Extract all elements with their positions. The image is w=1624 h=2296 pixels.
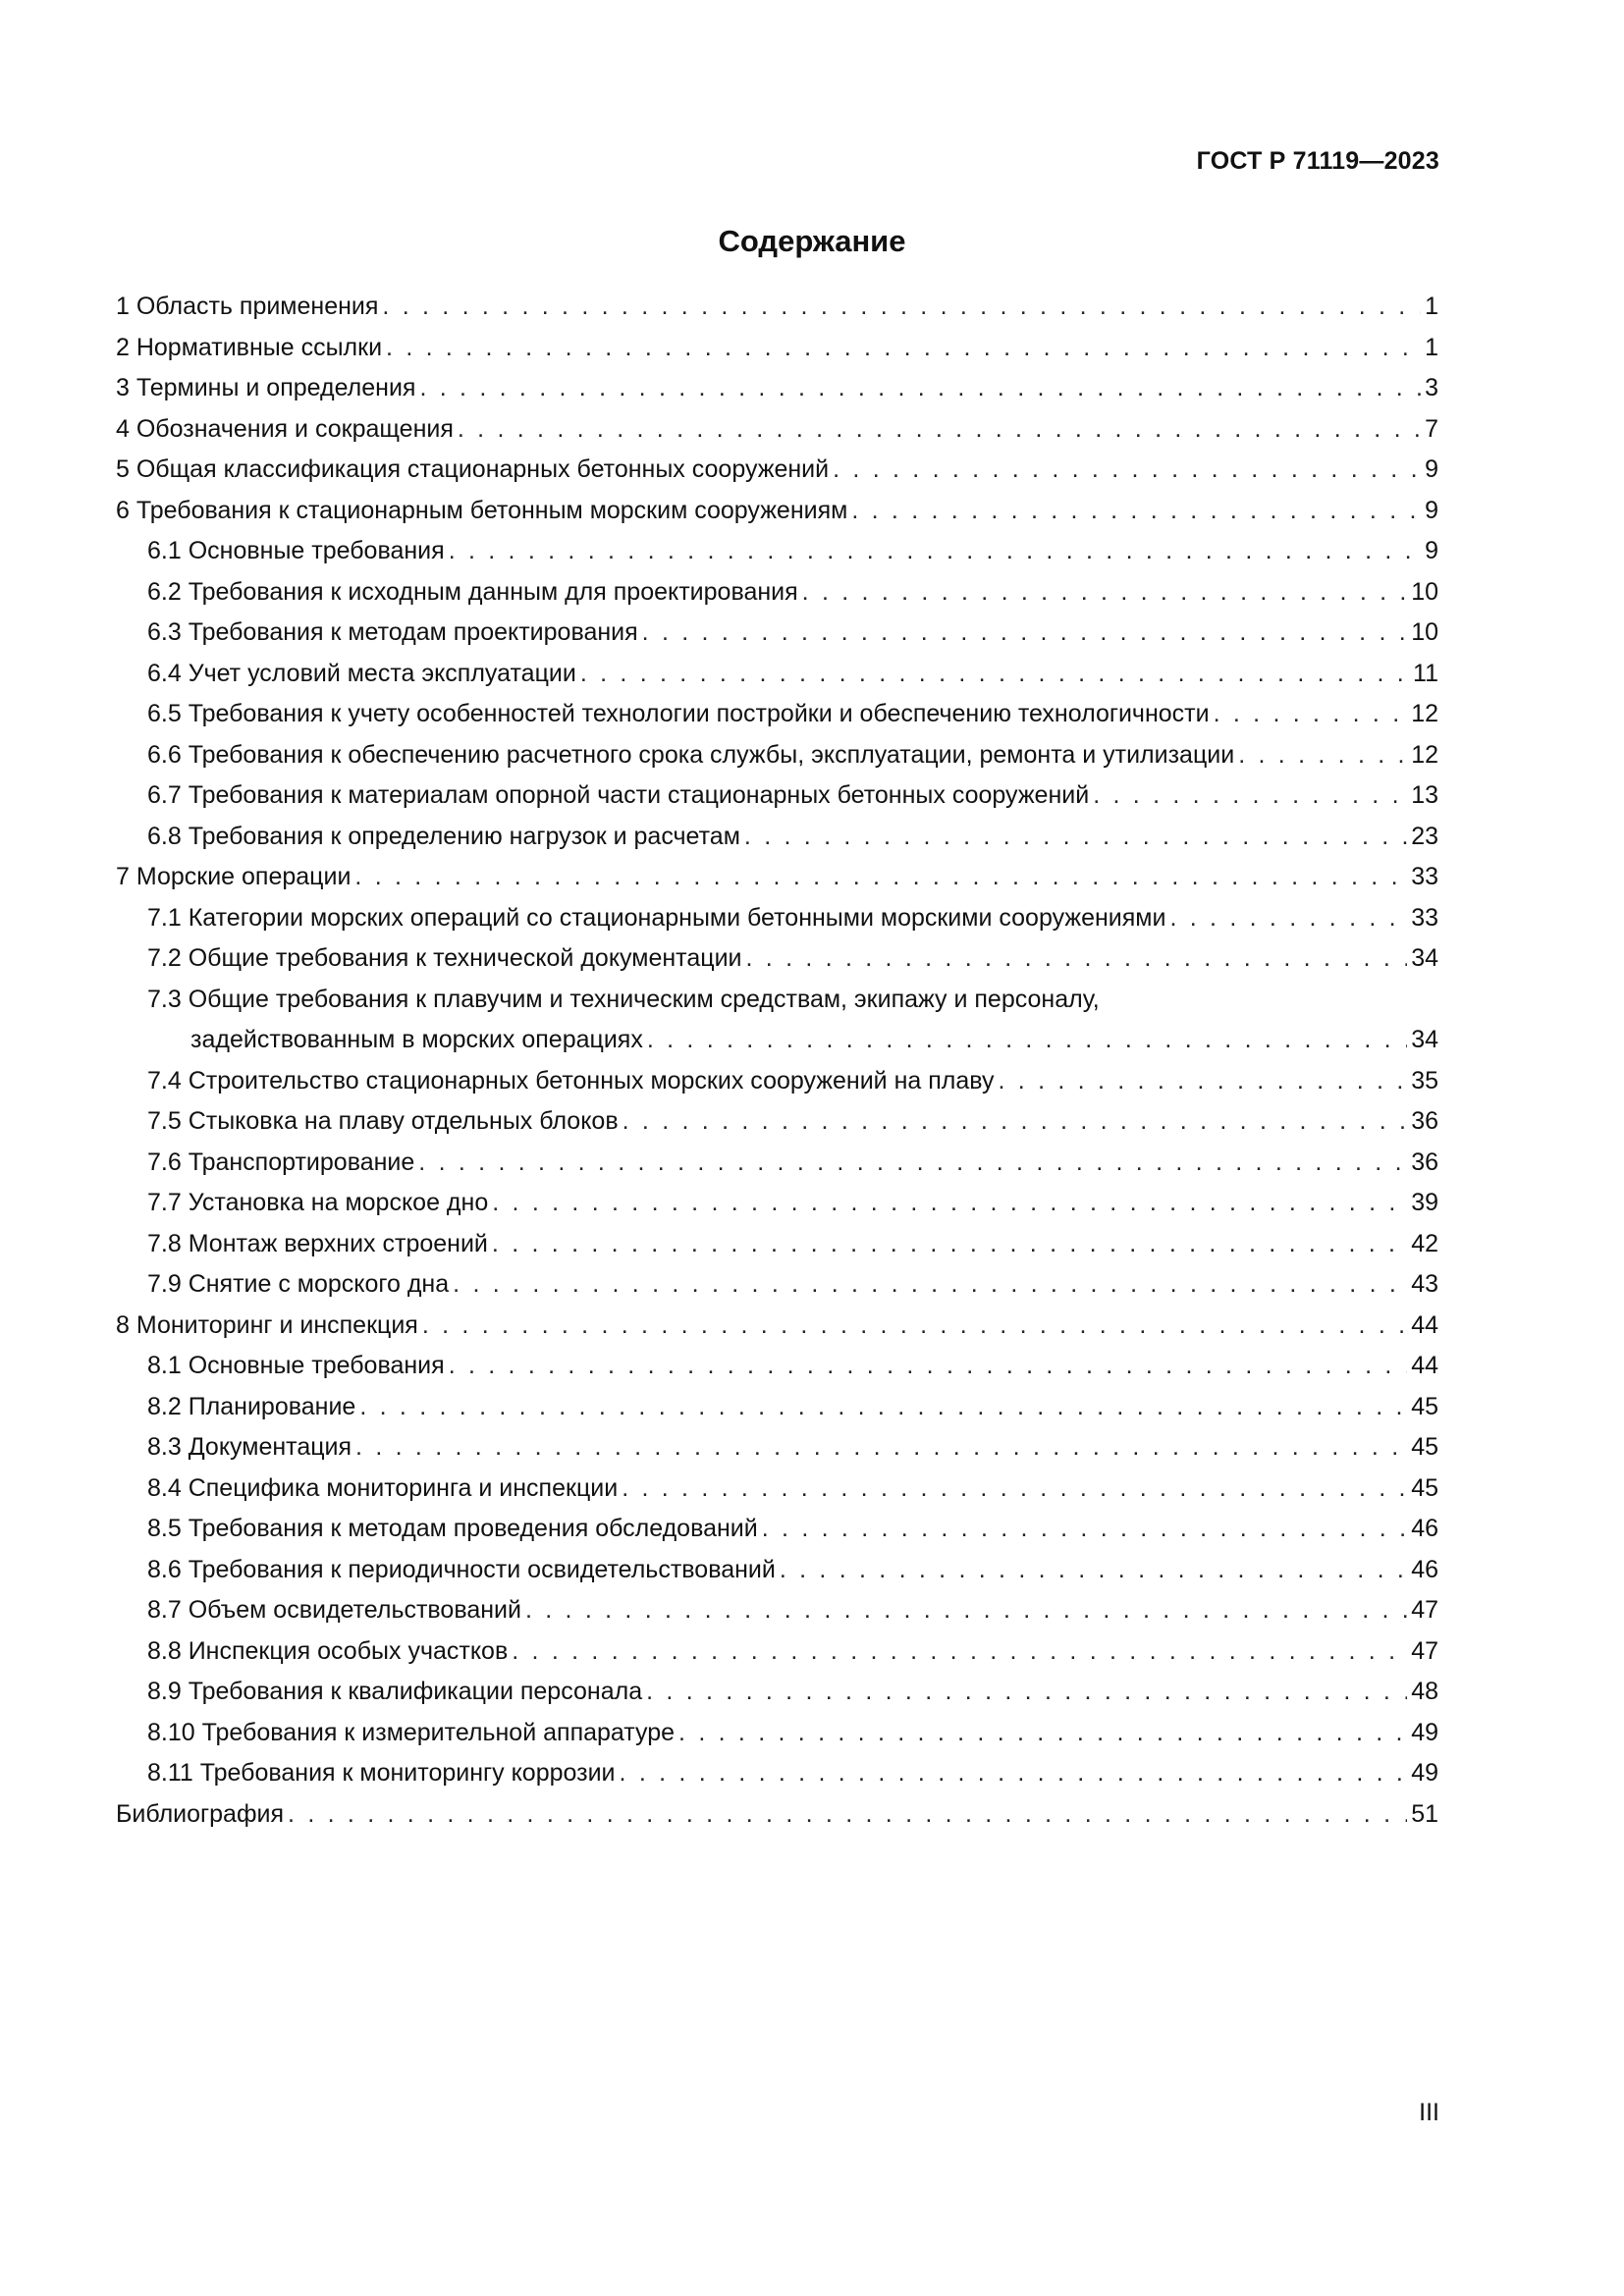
toc-entry-title: 7.8 Монтаж верхних строений — [147, 1229, 488, 1257]
toc-dot-leader — [418, 1143, 1407, 1184]
toc-subentry[interactable] — [116, 1183, 1438, 1224]
toc-dot-leader — [580, 654, 1409, 695]
toc-entry-page: 44 — [1411, 1352, 1438, 1379]
toc-dot-leader — [620, 1753, 1408, 1794]
toc-entry-page: 48 — [1411, 1678, 1438, 1705]
toc-entry-page: 33 — [1411, 863, 1438, 890]
toc-entry-title: 8.2 Планирование — [147, 1392, 356, 1420]
toc-entry-title: 8.4 Специфика мониторинга и инспекции — [147, 1473, 619, 1502]
toc-subentry[interactable] — [116, 1346, 1438, 1387]
toc-subentry[interactable] — [116, 1468, 1438, 1510]
toc-entry[interactable] — [116, 1306, 1438, 1347]
toc-entry-page: 46 — [1411, 1515, 1438, 1542]
toc-entry-page: 9 — [1425, 537, 1438, 564]
toc-entry-title: 8.7 Объем освидетельствований — [147, 1596, 521, 1624]
toc-entry-page: 10 — [1411, 618, 1438, 646]
toc-subentry[interactable] — [116, 1143, 1438, 1184]
toc-entry-page: 11 — [1413, 659, 1438, 687]
toc-entry-page: 44 — [1411, 1310, 1438, 1339]
toc-dot-leader — [422, 1306, 1407, 1347]
toc-entry-title: 7.5 Стыковка на плаву отдельных блоков — [147, 1107, 619, 1135]
toc-entry[interactable] — [116, 368, 1438, 409]
toc-entry-title: 8.1 Основные требования — [147, 1352, 445, 1379]
toc-entry-title: 5 Общая классификация стационарных бетонных сооружений — [116, 455, 830, 483]
toc-dot-leader — [744, 817, 1407, 858]
toc-entry-title: 7.1 Категории морских операций со стационарными бетонными морскими сооружениями — [147, 903, 1166, 932]
toc-entry-title: 7.7 Установка на морское дно — [147, 1189, 489, 1216]
toc-subentry[interactable] — [116, 1509, 1438, 1550]
toc-dot-leader — [780, 1550, 1407, 1591]
toc-subentry[interactable] — [116, 1264, 1438, 1306]
toc-dot-leader — [1238, 735, 1407, 776]
toc-entry-page: 46 — [1411, 1555, 1438, 1583]
toc-entry-title: 6.1 Основные требования — [147, 537, 445, 564]
toc-entry-title: 7.2 Общие требования к технической документации — [147, 944, 742, 972]
toc-entry-title: 7 Морские операции — [116, 863, 352, 890]
toc-subentry[interactable] — [116, 531, 1438, 572]
toc-dot-leader — [802, 572, 1408, 614]
toc-entry[interactable] — [116, 1794, 1438, 1836]
toc-entry-title: 6.2 Требования к исходным данным для проектирования — [147, 577, 798, 606]
toc-dot-leader — [355, 1427, 1407, 1468]
toc-dot-leader — [354, 857, 1407, 898]
toc-entry-title: 7.4 Строительство стационарных бетонных морских сооружений на плаву — [147, 1066, 995, 1095]
toc-entry-page: 36 — [1411, 1107, 1438, 1135]
toc-title: Содержание — [718, 224, 906, 258]
toc-entry-page: 34 — [1411, 944, 1438, 972]
toc-dot-leader — [622, 1468, 1407, 1510]
toc-entry-page: 1 — [1425, 333, 1438, 361]
toc-entry-title: 8.6 Требования к периодичности освидетельствований — [147, 1555, 776, 1583]
toc-dot-leader — [999, 1061, 1408, 1102]
toc-entry-page: 45 — [1411, 1392, 1438, 1420]
toc-entry[interactable] — [116, 409, 1438, 451]
toc-subentry[interactable] — [116, 572, 1438, 614]
toc-dot-leader — [646, 1672, 1407, 1713]
toc-dot-leader — [419, 368, 1421, 409]
toc-entry-page: 51 — [1411, 1799, 1438, 1828]
toc-subentry[interactable] — [116, 1550, 1438, 1591]
toc-subentry[interactable] — [116, 1753, 1438, 1794]
toc-entry-page: 39 — [1411, 1189, 1438, 1216]
toc-entry-title: 8.5 Требования к методам проведения обследований — [147, 1515, 758, 1542]
toc-entry-title: 1 Область применения — [116, 293, 379, 320]
toc-subentry[interactable] — [116, 1672, 1438, 1713]
toc-entry-page: 47 — [1411, 1636, 1438, 1665]
toc-dot-leader — [359, 1387, 1407, 1428]
toc-entry-page: 49 — [1411, 1718, 1438, 1746]
toc-dot-leader — [492, 1224, 1407, 1265]
toc-entry-title: 6.7 Требования к материалам опорной части стационарных бетонных сооружений — [147, 781, 1090, 809]
toc-entry-title: 8.11 Требования к мониторингу коррозии — [147, 1759, 616, 1787]
toc-subentry[interactable] — [116, 694, 1438, 735]
toc-dot-leader — [746, 938, 1408, 980]
toc-entry-page: 9 — [1425, 496, 1438, 524]
toc-entry-page: 35 — [1411, 1066, 1438, 1095]
toc-subentry[interactable] — [116, 735, 1438, 776]
toc-subentry[interactable] — [116, 1590, 1438, 1631]
toc-entry-title: 8 Мониторинг и инспекция — [116, 1310, 418, 1339]
toc-entry-page: 7 — [1425, 414, 1438, 443]
toc-dot-leader — [525, 1590, 1407, 1631]
toc-entry[interactable] — [116, 287, 1438, 328]
toc-entry-title: 6.5 Требования к учету особенностей технологии постройки и обеспечению технологичности — [147, 700, 1210, 727]
toc-subentry[interactable] — [116, 1387, 1438, 1428]
toc-subentry[interactable] — [116, 613, 1438, 654]
toc-dot-leader — [288, 1794, 1407, 1836]
toc-dot-leader — [1169, 898, 1407, 939]
toc-entry-page: 36 — [1411, 1148, 1438, 1176]
toc-entry-page: 12 — [1411, 740, 1438, 769]
toc-subentry[interactable] — [116, 654, 1438, 695]
toc-dot-leader — [382, 287, 1421, 328]
toc-dot-leader — [449, 1346, 1408, 1387]
toc-subentry[interactable] — [116, 1061, 1438, 1102]
toc-dot-leader — [458, 409, 1421, 451]
toc-entry-title: 7.3 Общие требования к плавучим и техническим средствам, экипажу и персоналу, — [147, 985, 1100, 1013]
toc-entry-title: 6.3 Требования к методам проектирования — [147, 618, 638, 646]
toc-entry-page: 1 — [1425, 293, 1438, 320]
toc-entry-page: 3 — [1425, 374, 1438, 401]
toc-entry-title: 2 Нормативные ссылки — [116, 333, 383, 361]
toc-entry-title-continued: задействованным в морских операциях — [190, 1026, 643, 1053]
toc-entry-title: 7.6 Транспортирование — [147, 1148, 415, 1176]
toc-entry-title: 6.8 Требования к определению нагрузок и расчетам — [147, 822, 740, 850]
toc-entry-title: 7.9 Снятие с морского дна — [147, 1270, 450, 1298]
toc-entry-title: 8.3 Документация — [147, 1433, 352, 1461]
toc-subentry[interactable] — [116, 1713, 1438, 1754]
document-code: ГОСТ Р 71119—2023 — [1196, 147, 1439, 175]
toc-entry-title: 6 Требования к стационарным бетонным морским сооружениям — [116, 496, 848, 524]
toc-entry-title: 8.8 Инспекция особых участков — [147, 1636, 509, 1665]
toc-entry-title: 8.10 Требования к измерительной аппаратуре — [147, 1718, 676, 1746]
toc-entry-page: 42 — [1411, 1229, 1438, 1257]
toc-dot-leader — [386, 328, 1421, 369]
toc-dot-leader — [492, 1183, 1407, 1224]
toc-entry[interactable] — [116, 857, 1438, 898]
toc-entry-title: Библиография — [116, 1799, 285, 1828]
toc-subentry[interactable] — [116, 1427, 1438, 1468]
toc-subentry[interactable] — [116, 938, 1438, 980]
toc-subentry[interactable] — [116, 775, 1438, 817]
toc-dot-leader — [762, 1509, 1407, 1550]
toc-entry-page: 23 — [1411, 822, 1438, 850]
toc-subentry[interactable] — [116, 980, 1438, 1061]
toc-dot-leader — [449, 531, 1421, 572]
toc-dot-leader — [851, 491, 1421, 532]
table-of-contents — [116, 287, 1438, 1835]
toc-dot-leader — [512, 1631, 1407, 1673]
toc-dot-leader — [1093, 775, 1407, 817]
toc-subentry[interactable] — [116, 1224, 1438, 1265]
toc-entry-page: 33 — [1411, 903, 1438, 932]
toc-entry-page: 43 — [1411, 1270, 1438, 1298]
toc-entry-page: 49 — [1411, 1759, 1438, 1787]
toc-entry-title: 3 Термины и определения — [116, 374, 416, 401]
toc-dot-leader — [642, 613, 1408, 654]
toc-entry-page: 12 — [1411, 700, 1438, 727]
toc-entry-page: 13 — [1411, 781, 1438, 809]
toc-dot-leader — [647, 1020, 1407, 1061]
toc-entry-page: 45 — [1411, 1473, 1438, 1502]
toc-entry-page: 47 — [1411, 1596, 1438, 1624]
toc-entry-title: 6.6 Требования к обеспечению расчетного срока службы, эксплуатации, ремонта и утилизации — [147, 740, 1235, 769]
toc-entry-page: 10 — [1411, 577, 1438, 606]
toc-subentry[interactable] — [116, 1631, 1438, 1673]
toc-entry[interactable] — [116, 491, 1438, 532]
toc-dot-leader — [623, 1101, 1408, 1143]
toc-dot-leader — [678, 1713, 1407, 1754]
toc-entry-title: 4 Обозначения и сокращения — [116, 414, 454, 443]
toc-dot-leader — [453, 1264, 1407, 1306]
toc-entry-page: 9 — [1425, 455, 1438, 483]
toc-entry[interactable] — [116, 328, 1438, 369]
toc-subentry[interactable] — [116, 898, 1438, 939]
toc-entry[interactable] — [116, 450, 1438, 491]
toc-dot-leader — [1214, 694, 1408, 735]
toc-subentry[interactable] — [116, 817, 1438, 858]
page-number: III — [1419, 2099, 1439, 2126]
toc-entry-title: 8.9 Требования к квалификации персонала — [147, 1678, 643, 1705]
toc-dot-leader — [833, 450, 1421, 491]
toc-subentry[interactable] — [116, 1101, 1438, 1143]
toc-entry-page: 34 — [1411, 1026, 1438, 1053]
toc-entry-page: 45 — [1411, 1433, 1438, 1461]
toc-entry-title: 6.4 Учет условий места эксплуатации — [147, 659, 576, 687]
